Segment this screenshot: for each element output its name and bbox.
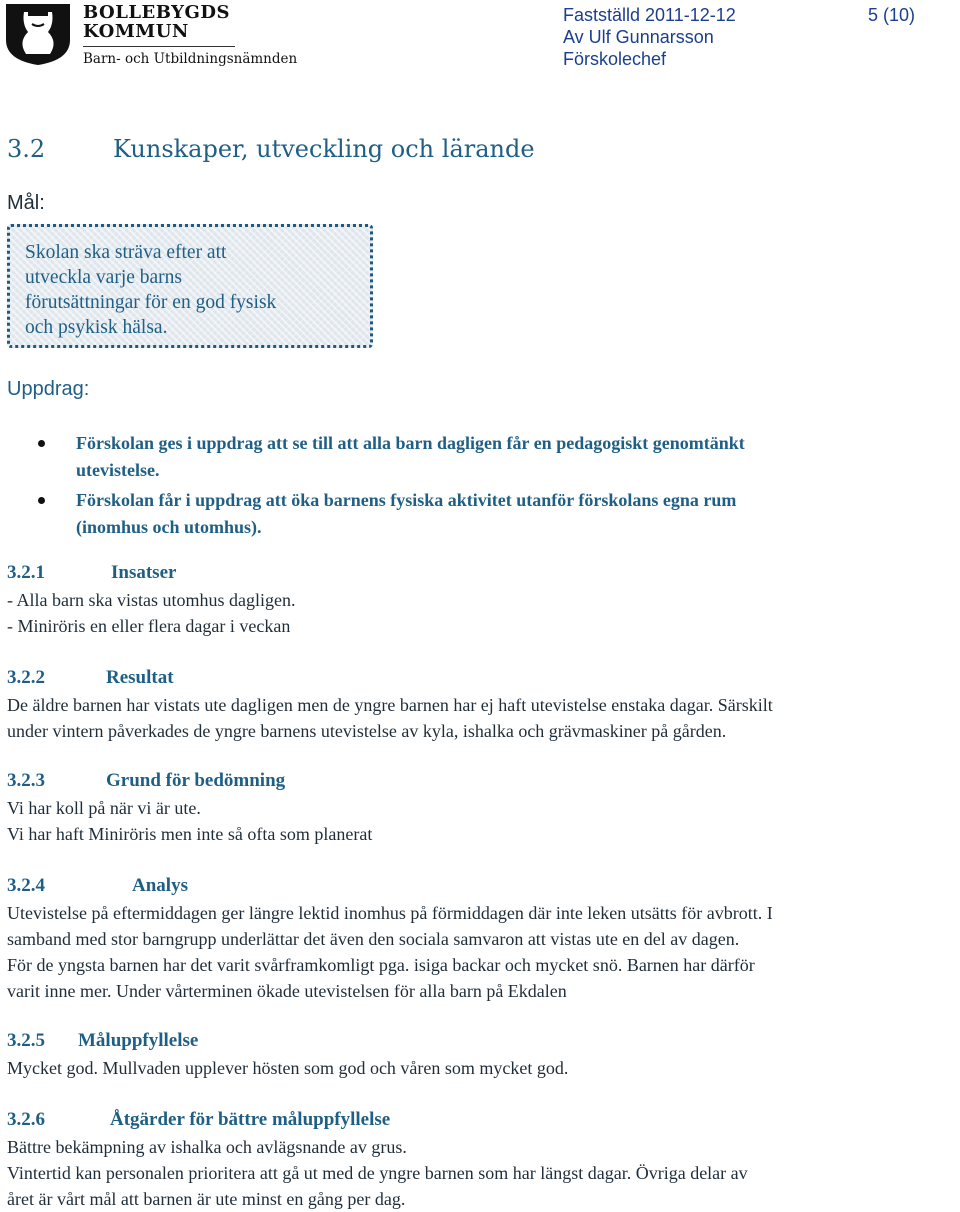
body-line: Vintertid kan personalen prioritera att gå ut med de yngre barnen som har längst dagar. Övriga delar av — [7, 1163, 748, 1183]
bullet-dot-icon — [38, 440, 45, 447]
subsection-body — [7, 795, 372, 847]
subsection-body — [7, 1055, 568, 1081]
list-item — [38, 487, 948, 541]
adoption-date: Fastställd 2011-12-12 — [563, 5, 736, 25]
subsection-number: 3.2.5 — [7, 1030, 45, 1051]
subsection-heading — [7, 1029, 198, 1053]
municipal-crest-icon — [4, 2, 72, 66]
body-line: För de yngsta barnen har det varit svårframkomligt pga. isiga backar och mycket snö. Barnen har därför — [7, 955, 755, 975]
subsection-number: 3.2.3 — [7, 770, 45, 791]
subsection-number: 3.2.6 — [7, 1109, 45, 1130]
subsection-heading — [7, 561, 176, 585]
goal-line: Skolan ska sträva efter att — [25, 242, 227, 263]
list-item-line: Förskolan får i uppdrag att öka barnens fysiska aktivitet utanför förskolans egna rum — [76, 490, 737, 510]
assignment-list — [38, 430, 948, 544]
org-name-line2: KOMMUN — [83, 21, 189, 42]
subsection-title: Resultat — [106, 667, 174, 688]
author-line: Av Ulf Gunnarsson — [563, 27, 714, 47]
subsection-number: 3.2.2 — [7, 667, 45, 688]
body-line: varit inne mer. Under vårterminen ökade utevistelsen för alla barn på Ekdalen — [7, 981, 567, 1001]
subsection-heading — [7, 666, 174, 690]
section-number: 3.2 — [7, 135, 46, 163]
list-item-line: Förskolan ges i uppdrag att se till att alla barn dagligen får en pedagogiskt genomtänkt — [76, 433, 745, 453]
goal-text — [25, 240, 355, 340]
body-line: Mycket god. Mullvaden upplever hösten som god och våren som mycket god. — [7, 1058, 569, 1078]
subsection-heading — [7, 1108, 390, 1132]
assignment-label: Uppdrag: — [7, 378, 90, 400]
org-department: Barn- och Utbildningsnämnden — [83, 51, 298, 67]
body-line: Utevistelse på eftermiddagen ger längre lektid inomhus på förmiddagen där inte leken utsätts för avbrott. I — [7, 903, 773, 923]
subsection-title: Grund för bedömning — [106, 770, 286, 791]
org-divider — [83, 46, 235, 47]
subsection-heading — [7, 874, 188, 898]
goal-label: Mål: — [7, 192, 45, 214]
subsection-body — [7, 900, 773, 1004]
subsection-title: Insatser — [111, 562, 177, 583]
body-line: Vi har haft Miniröris men inte så ofta som planerat — [7, 824, 373, 844]
author-role: Förskolechef — [563, 49, 667, 69]
subsection-body — [7, 1134, 748, 1212]
subsection-title: Åtgärder för bättre måluppfyllelse — [110, 1109, 391, 1130]
bullet-dot-icon — [38, 497, 45, 504]
subsection-heading — [7, 769, 285, 793]
goal-line: förutsättningar för en god fysisk — [25, 292, 277, 313]
goal-line: utveckla varje barns — [25, 267, 183, 288]
list-item — [38, 430, 948, 484]
subsection-title: Analys — [132, 875, 188, 896]
page-number: 5 (10) — [868, 5, 916, 25]
body-line: - Miniröris en eller flera dagar i veckan — [7, 616, 291, 636]
org-name-line1: BOLLEBYGDS — [83, 2, 230, 23]
subsection-title: Måluppfyllelse — [78, 1030, 199, 1051]
body-line: De äldre barnen har vistats ute dagligen men de yngre barnen har ej haft utevistelse enstaka dagar. Särskilt — [7, 695, 773, 715]
body-line: samband med stor barngrupp underlättar det även den sociala samvaron att vistas ute en del av dagen. — [7, 929, 740, 949]
body-line: under vintern påverkades de yngre barnens utevistelse av kyla, ishalka och grävmaskiner på gården. — [7, 721, 727, 741]
goal-line: och psykisk hälsa. — [25, 317, 168, 338]
subsection-body — [7, 692, 773, 744]
section-heading — [7, 134, 535, 164]
subsection-body — [7, 587, 295, 639]
list-item-line: utevistelse. — [76, 460, 160, 480]
body-line: året är vårt mål att barnen är ute minst en gång per dag. — [7, 1189, 406, 1209]
body-line: - Alla barn ska vistas utomhus dagligen. — [7, 590, 296, 610]
body-line: Vi har koll på när vi är ute. — [7, 798, 201, 818]
list-item-line: (inomhus och utomhus). — [76, 517, 262, 537]
subsection-number: 3.2.1 — [7, 562, 45, 583]
body-line: Bättre bekämpning av ishalka och avlägsnande av grus. — [7, 1137, 407, 1157]
section-title: Kunskaper, utveckling och lärande — [113, 135, 535, 163]
subsection-number: 3.2.4 — [7, 875, 45, 896]
